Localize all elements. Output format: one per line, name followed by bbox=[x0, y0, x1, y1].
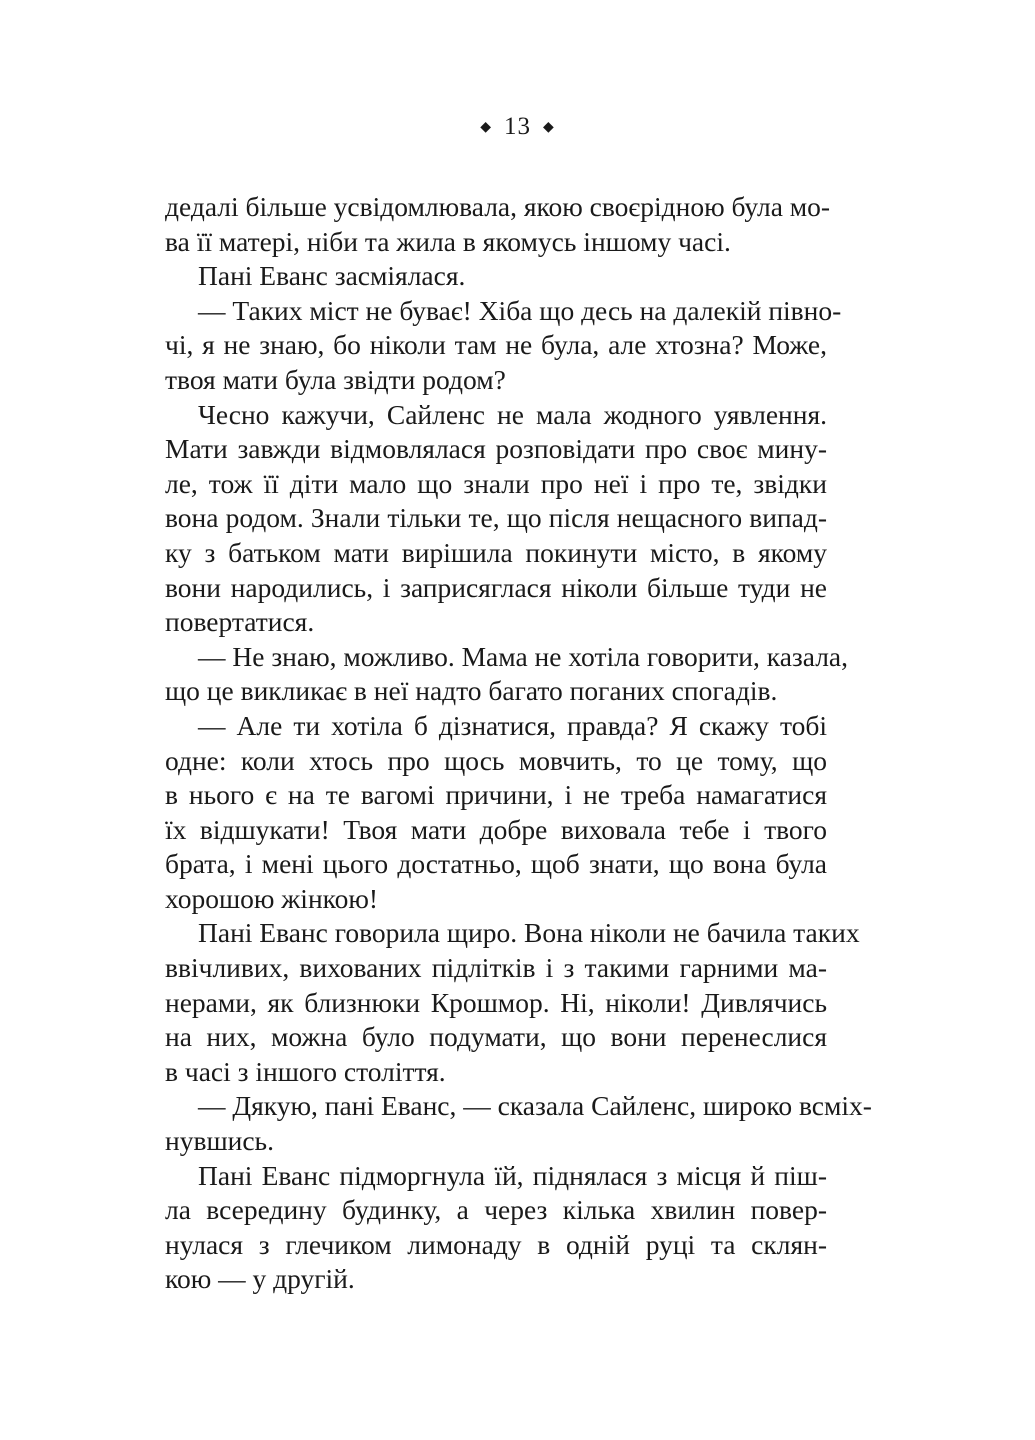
text-line: Пані Еванс підморгнула їй, піднялася з місця й піш- bbox=[198, 1159, 827, 1191]
page-number-header bbox=[0, 112, 1035, 143]
text-line: хорошою жінкою! bbox=[165, 882, 379, 914]
text-line: — Але ти хотіла б дізнатися, правда? Я скажу тобі bbox=[198, 709, 827, 741]
page-number: 13 bbox=[504, 113, 531, 140]
diamond-ornament-right-icon: ◆ bbox=[543, 120, 555, 135]
text-line: — Таких міст не буває! Хіба що десь на далекій півно- bbox=[198, 294, 842, 326]
text-line: вони народились, і заприсяглася ніколи більше туди не bbox=[165, 571, 827, 603]
text-line: в часі з іншого століття. bbox=[165, 1055, 446, 1087]
text-line: Мати завжди відмовлялася розповідати про своє мину- bbox=[165, 433, 827, 465]
text-line: ва її матері, ніби та жила в якомусь іншому часі. bbox=[165, 225, 731, 257]
text-line: в нього є на те вагомі причини, і не треба намагатися bbox=[165, 779, 827, 811]
text-line: ввічливих, вихованих підлітків і з такими гарними ма- bbox=[165, 952, 827, 984]
text-line: чі, я не знаю, бо ніколи там не була, але хтозна? Може, bbox=[165, 329, 827, 361]
text-line: Пані Еванс говорила щиро. Вона ніколи не бачила таких bbox=[198, 917, 860, 949]
text-line: брата, і мені цього достатньо, щоб знати, що вона була bbox=[165, 848, 827, 880]
text-line: нулася з глечиком лимонаду в одній руці та склян- bbox=[165, 1228, 827, 1260]
text-line: повертатися. bbox=[165, 606, 315, 638]
text-line: — Дякую, пані Еванс, — сказала Сайленс, широко всміх- bbox=[198, 1090, 872, 1122]
text-line: ле, тож її діти мало що знали про неї і про те, звідки bbox=[165, 467, 827, 499]
text-line: що це викликає в неї надто багато поганих спогадів. bbox=[165, 675, 778, 707]
text-line: ла всередину будинку, а через кілька хвилин повер- bbox=[165, 1194, 827, 1226]
text-line: Пані Еванс засміялася. bbox=[198, 260, 466, 292]
text-line: нувшись. bbox=[165, 1125, 274, 1157]
text-line: Чесно кажучи, Сайленс не мала жодного уявлення. bbox=[198, 398, 827, 430]
text-line: кою — у другій. bbox=[165, 1263, 355, 1295]
text-line: ку з батьком мати вирішила покинути місто, в якому bbox=[165, 536, 827, 568]
text-line: нерами, як близнюки Крошмор. Ні, ніколи! Дивлячись bbox=[165, 986, 827, 1018]
text-line: вона родом. Знали тільки те, що після нещасного випад- bbox=[165, 502, 827, 534]
diamond-ornament-left-icon: ◆ bbox=[480, 120, 492, 135]
text-line: твоя мати була звідти родом? bbox=[165, 363, 506, 395]
text-line: дедалі більше усвідомлювала, якою своєрідною була мо- bbox=[165, 191, 831, 222]
body-text bbox=[165, 190, 872, 1297]
text-line: одне: коли хтось про щось мовчить, то це тому, що bbox=[165, 744, 827, 776]
text-line: на них, можна було подумати, що вони перенеслися bbox=[165, 1021, 827, 1053]
text-line: — Не знаю, можливо. Мама не хотіла говорити, казала, bbox=[198, 640, 849, 672]
text-line: їх відшукати! Твоя мати добре виховала тебе і твого bbox=[165, 813, 827, 845]
